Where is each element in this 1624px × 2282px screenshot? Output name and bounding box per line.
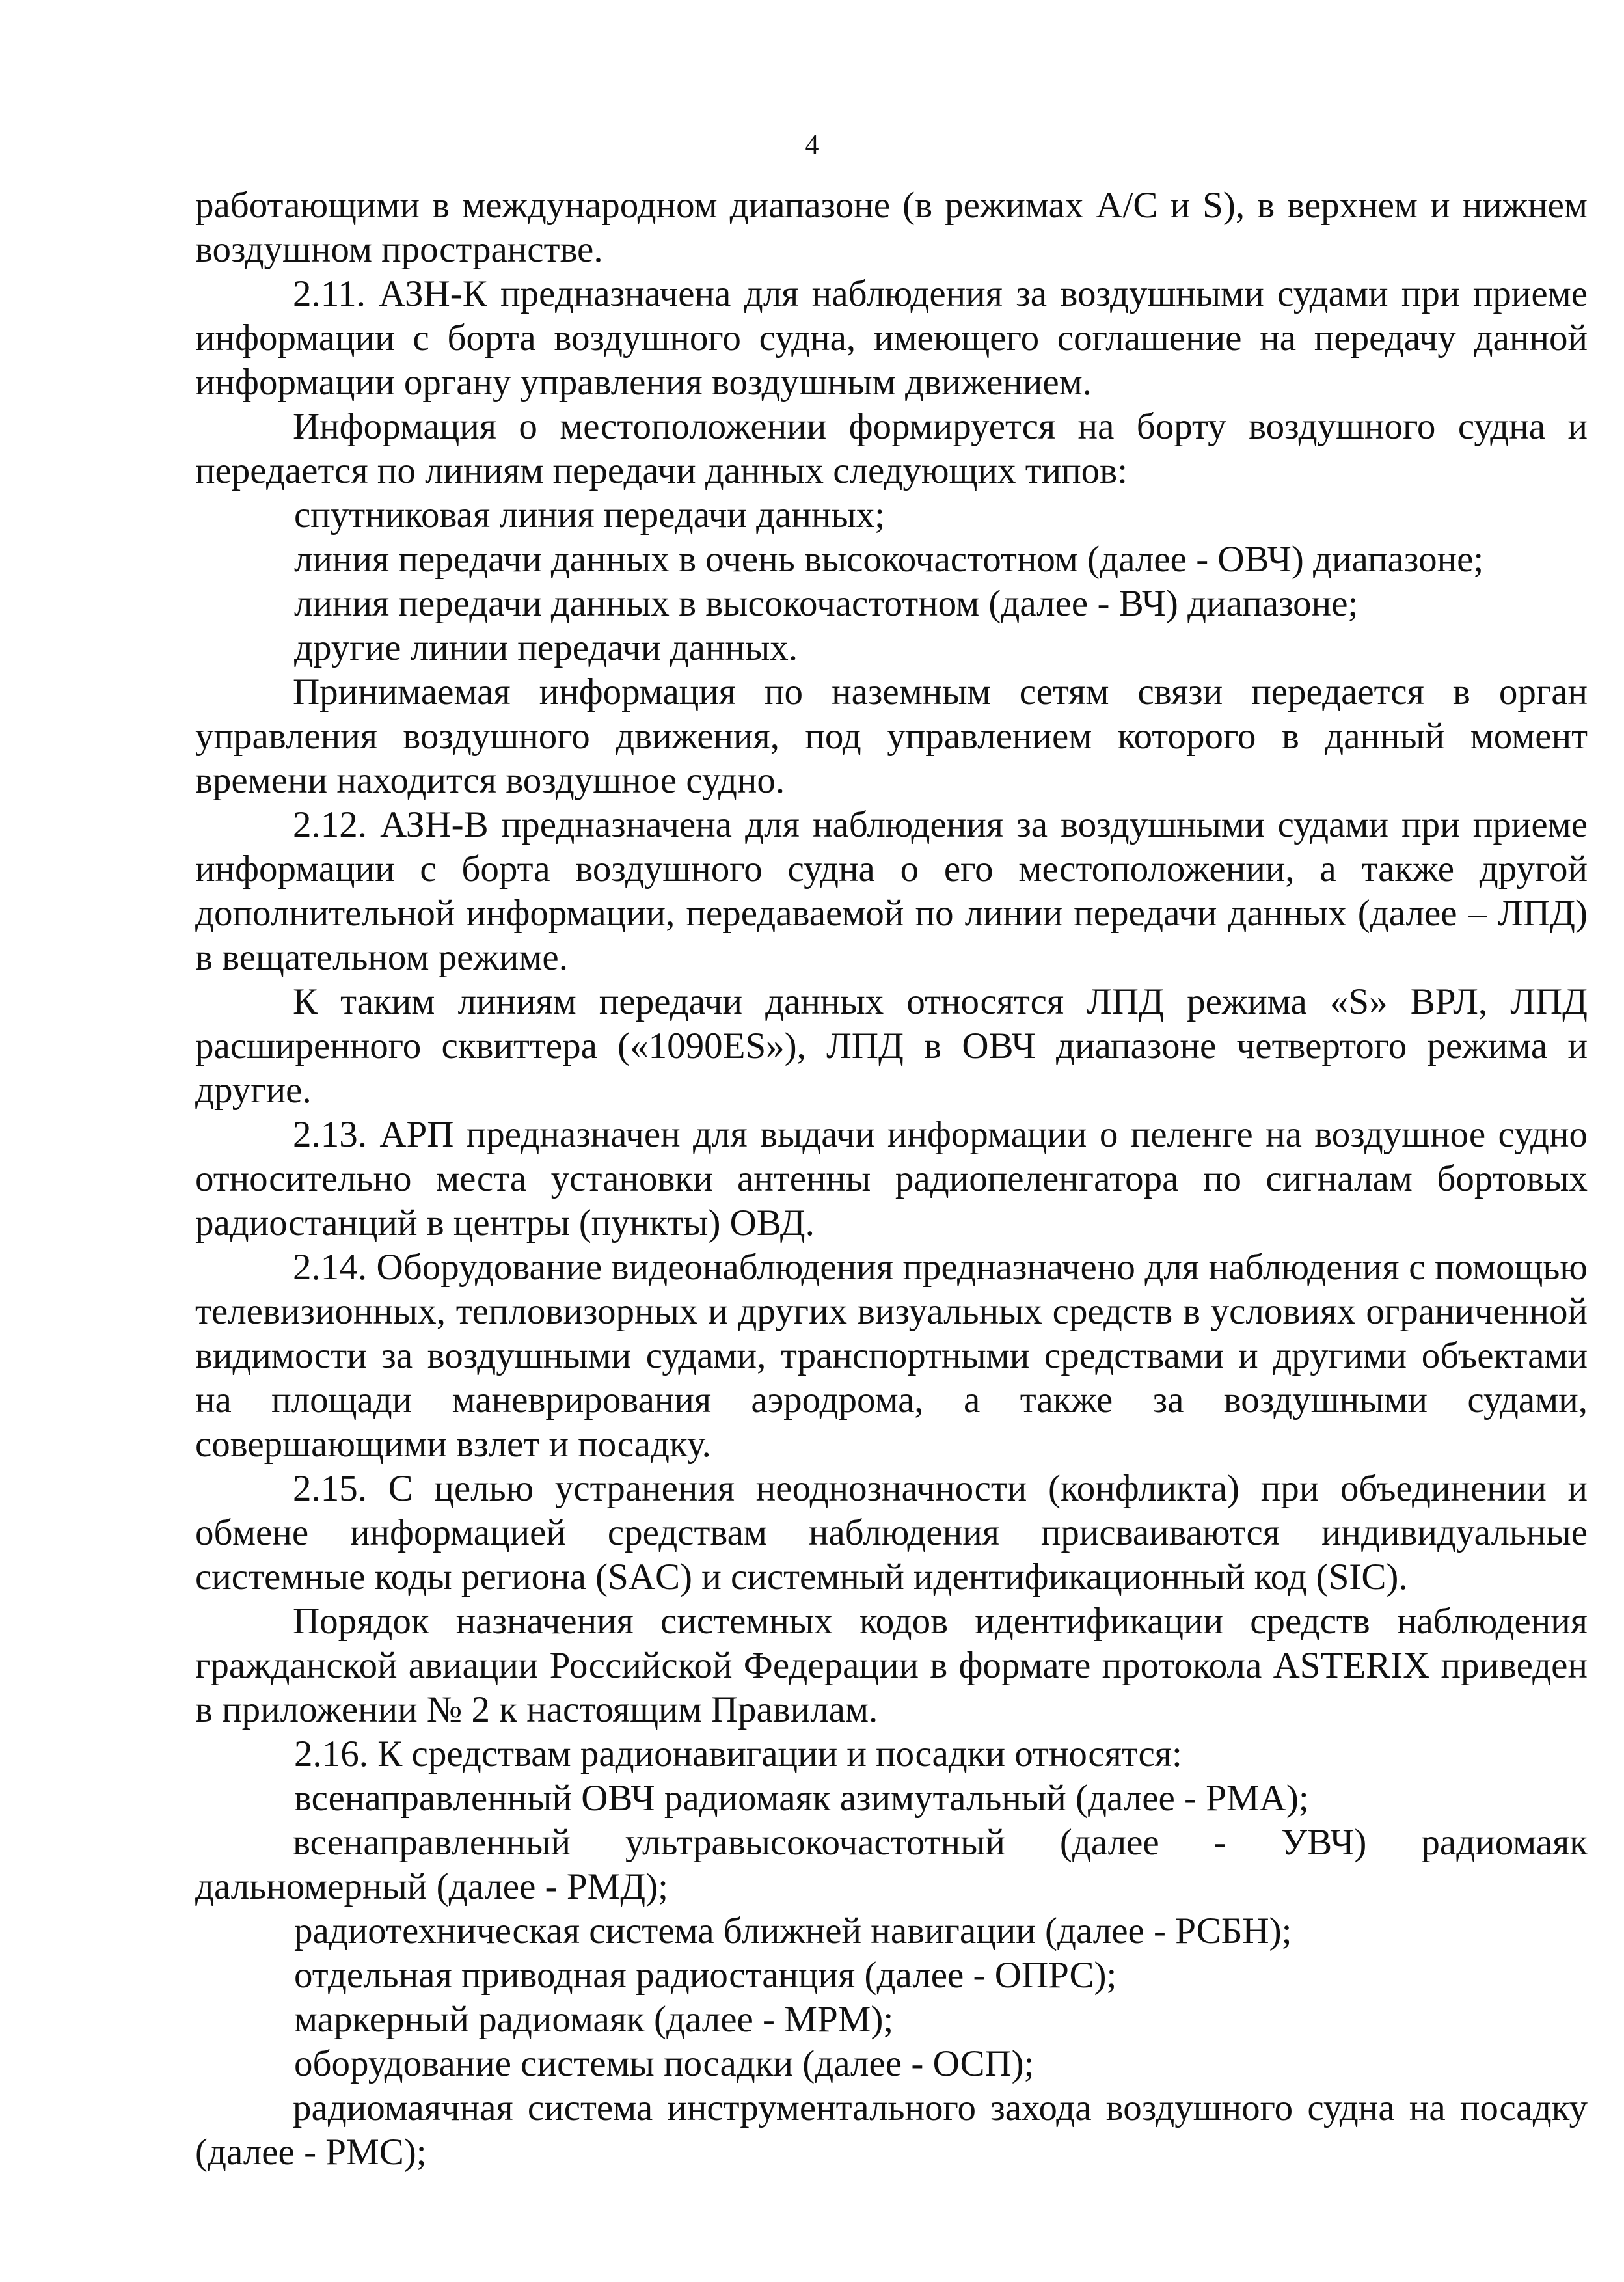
paragraph-2-14: 2.14. Оборудование видеонаблюдения предназначено для наблюдения с помощью телевизионных, тепловизорных и других визуальных средств в условиях ограниченной видимости за воздушными судами, транспортными средствами и другими объектами на площади маневрирования аэродрома, а также за воздушными судами, совершающими взлет и посадку.: [195, 1247, 1588, 1465]
list-item: маркерный радиомаяк (далее - МРМ);: [294, 1999, 894, 2040]
list-item: другие линии передачи данных.: [294, 627, 798, 668]
paragraph-data-links: К таким линиям передачи данных относятся ЛПД режима «S» ВРЛ, ЛПД расширенного сквиттера («1090ES»), ЛПД в ОВЧ диапазоне четвертого режима и другие.: [195, 981, 1588, 1111]
list-item: радиомаячная система инструментального захода воздушного судна на посадку (далее - РМС);: [195, 2087, 1588, 2173]
paragraph-code-assignment: Порядок назначения системных кодов идентификации средств наблюдения гражданской авиации Российской Федерации в формате протокола ASTERIX приведен в приложении № 2 к настоящим Правилам.: [195, 1601, 1588, 1730]
document-body: [195, 183, 1588, 2175]
paragraph-2-16: 2.16. К средствам радионавигации и посадки относятся:: [294, 1733, 1182, 1774]
list-item: всенаправленный ОВЧ радиомаяк азимутальный (далее - РМА);: [294, 1778, 1309, 1819]
list-item: отдельная приводная радиостанция (далее - ОПРС);: [294, 1955, 1117, 1996]
list-item: спутниковая линия передачи данных;: [294, 495, 886, 536]
list-item: линия передачи данных в очень высокочастотном (далее - ОВЧ) диапазоне;: [294, 539, 1484, 580]
paragraph-location-info: Информация о местоположении формируется на борту воздушного судна и передается по линиям передачи данных следующих типов:: [195, 406, 1588, 491]
list-item: всенаправленный ультравысокочастотный (далее - УВЧ) радиомаяк дальномерный (далее - РМД);: [195, 1822, 1588, 1907]
list-item: линия передачи данных в высокочастотном (далее - ВЧ) диапазоне;: [294, 583, 1359, 624]
paragraph-2-12: 2.12. АЗН-В предназначена для наблюдения за воздушными судами при приеме информации с борта воздушного судна о его местоположении, а также другой дополнительной информации, передаваемой по линии передачи данных (далее – ЛПД) в вещательном режиме.: [195, 804, 1588, 978]
paragraph-continuation: работающими в международном диапазоне (в режимах A/C и S), в верхнем и нижнем воздушном пространстве.: [195, 185, 1588, 270]
list-item: оборудование системы посадки (далее - ОСП);: [294, 2043, 1035, 2084]
paragraph-2-13: 2.13. АРП предназначен для выдачи информации о пеленге на воздушное судно относительно места установки антенны радиопеленгатора по сигналам бортовых радиостанций в центры (пункты) ОВД.: [195, 1114, 1588, 1243]
paragraph-ground-networks: Принимаемая информация по наземным сетям связи передается в орган управления воздушного движения, под управлением которого в данный момент времени находится воздушное судно.: [195, 672, 1588, 801]
list-item: радиотехническая система ближней навигации (далее - РСБН);: [294, 1910, 1292, 1951]
paragraph-2-11: 2.11. АЗН-К предназначена для наблюдения за воздушными судами при приеме информации с борта воздушного судна, имеющего соглашение на передачу данной информации органу управления воздушным движением.: [195, 273, 1588, 403]
paragraph-2-15: 2.15. С целью устранения неоднозначности (конфликта) при объединении и обмене информацией средствам наблюдения присваиваются индивидуальные системные коды региона (SAC) и системный идентификационный код (SIC).: [195, 1468, 1588, 1597]
page-number: 4: [805, 130, 819, 160]
